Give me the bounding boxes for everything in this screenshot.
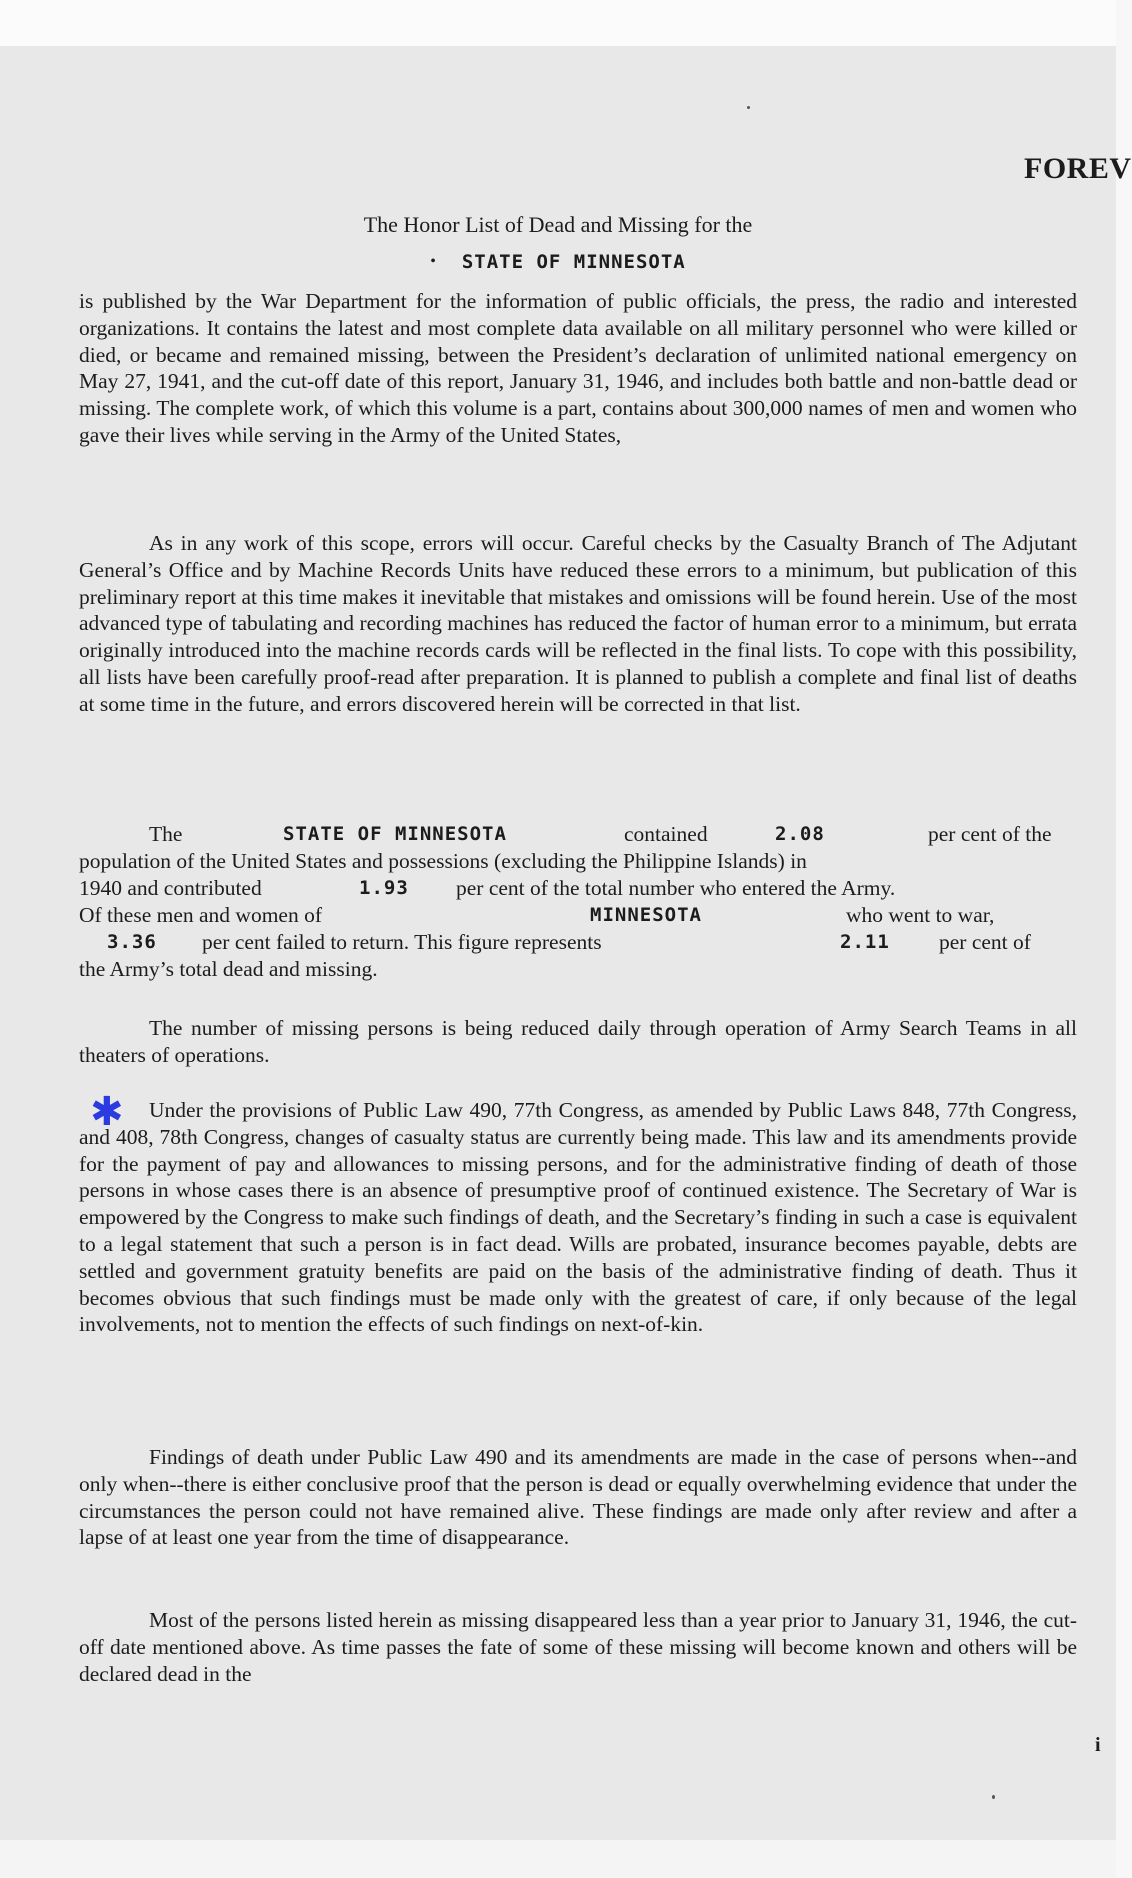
- entered-percent: 1.93: [359, 877, 409, 899]
- stats-text: contained: [624, 822, 708, 846]
- paragraph-findings: Findings of death under Public Law 490 and its amendments are made in the case of persons when--and only when--there is either conclusive proof that the person is dead or equally overwhelming evidence that under the circumstances the person could not have remained alive. These findings are made only after review and after a lapse of at least one year from the time of disappearance.: [79, 1445, 1077, 1550]
- page-number: i: [1095, 1734, 1101, 1756]
- state-title: [0, 248, 1116, 274]
- population-percent: 2.08: [775, 823, 825, 845]
- bullet: •: [430, 253, 436, 270]
- paragraph-errors: As in any work of this scope, errors will occur. Careful checks by the Casualty Branch of The Adjutant General’s Office and by Machine Records Units have reduced these errors to a minimum, but publication of this preliminary report at this time makes it inevitable that mistakes and omissions will be found herein. Use of the most advanced type of tabulating and recording machines has reduced the factor of human error to a minimum, but errata originally introduced into the machine records cards will be reflected in the final lists. To cope with this possibility, all lists have been carefully proof-read after preparation. It is planned to publish a complete and final list of deaths at some time in the future, and errors discovered herein will be corrected in that list.: [79, 531, 1077, 716]
- state-name: STATE OF MINNESOTA: [461, 251, 686, 273]
- stats-text: per cent of the total number who entered the Army.: [456, 876, 896, 900]
- paragraph-intro: is published by the War Department for the information of public officials, the press, the radio and interested organizations. It contains the latest and most complete data available on all military personnel who were killed or died, or became and remained missing, between the President’s declaration of unlimited national emergency on May 27, 1941, and the cut-off date of this report, January 31, 1946, and includes both battle and non-battle dead or missing. The complete work, of which this volume is a part, contains about 300,000 names of men and women who gave their lives while serving in the Army of the United States,: [79, 289, 1077, 447]
- stats-text: per cent of the: [928, 822, 1052, 846]
- stats-line-6: [79, 957, 1077, 984]
- stats-text: per cent failed to return. This figure represents: [202, 930, 602, 954]
- title-line: The Honor List of Dead and Missing for the: [363, 212, 753, 237]
- stats-text: per cent of: [939, 930, 1031, 954]
- state-name: STATE OF MINNESOTA: [283, 823, 507, 845]
- stats-text: Of these men and women of: [79, 903, 322, 927]
- stats-line-1: [79, 822, 1077, 849]
- stats-line-5: [79, 930, 1077, 957]
- stats-line-4: [79, 903, 1077, 930]
- scan-speck: [747, 106, 750, 109]
- stats-line-2: [79, 849, 1077, 876]
- paragraph-public-law: Under the provisions of Public Law 490, 77th Congress, as amended by Public Laws 848, 77th Congress, and 408, 78th Congress, changes of casualty status are currently being made. This law and its amendments provide for the payment of pay and allowances to missing persons, and for the administrative finding of death of those persons in whose cases there is an absence of presumptive proof of continued existence. The Secretary of War is empowered by the Congress to make such findings of death, and the Secretary’s finding in such a case is equivalent to a legal statement that such a person is in fact dead. Wills are probated, insurance becomes payable, debts are settled and government gratuity benefits are paid on the basis of the administrative finding of death. Thus it becomes obvious that such findings must be made only with the greatest of care, if only because of the legal involvements, not to mention the effects of such findings on next-of-kin.: [79, 1098, 1077, 1337]
- scan-speck: [992, 1795, 995, 1799]
- running-header: FOREV: [1024, 152, 1132, 185]
- asterisk-annotation: ✱: [90, 1089, 124, 1135]
- bottom-margin: [0, 1840, 1116, 1878]
- stats-text: The: [149, 822, 183, 846]
- stats-text: the Army’s total dead and missing.: [79, 957, 378, 981]
- stats-text: population of the United States and possessions (excluding the Philippine Islands) in: [79, 849, 807, 873]
- failed-percent: 3.36: [107, 931, 157, 953]
- paragraph-search-teams: The number of missing persons is being reduced daily through operation of Army Search Teams in all theaters of operations.: [79, 1016, 1077, 1067]
- army-percent: 2.11: [840, 931, 890, 953]
- stats-line-3: [79, 876, 1077, 903]
- state-name: MINNESOTA: [590, 904, 702, 926]
- top-margin: [0, 0, 1116, 46]
- stats-text: 1940 and contributed: [79, 876, 262, 900]
- paragraph-missing: Most of the persons listed herein as missing disappeared less than a year prior to January 31, 1946, the cut-off date mentioned above. As time passes the fate of some of these missing will become known and others will be declared dead in the: [79, 1608, 1077, 1686]
- stats-text: who went to war,: [846, 903, 995, 927]
